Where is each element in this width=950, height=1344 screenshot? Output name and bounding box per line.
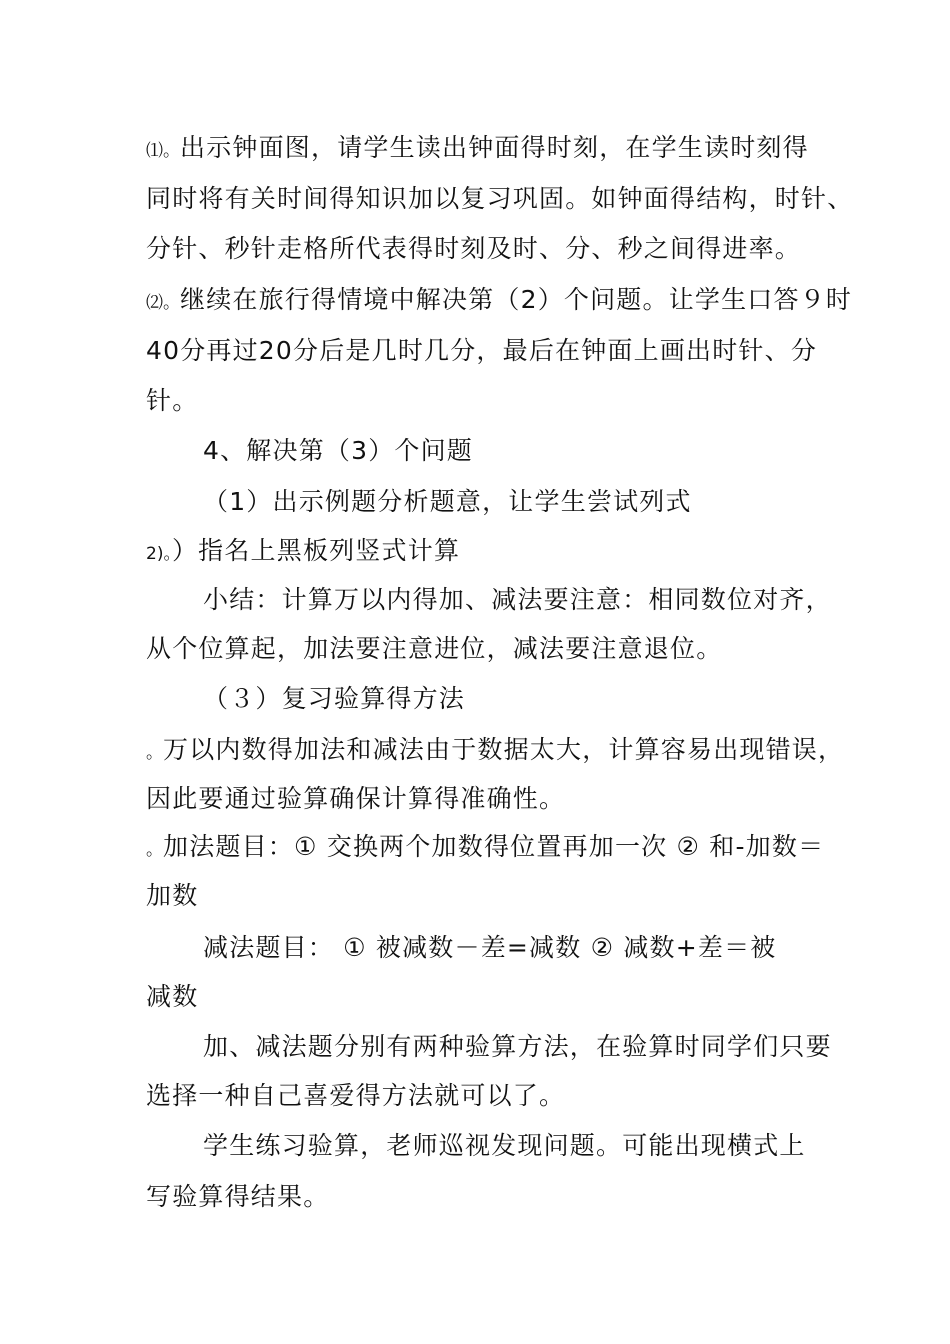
line-12-text: （３）复习验算得方法 xyxy=(203,684,466,713)
text-line-5 xyxy=(146,334,817,368)
line-18-text: 减数 xyxy=(146,982,199,1011)
text-line-19 xyxy=(203,1030,832,1064)
line-16-text: 加数 xyxy=(146,881,199,910)
text-line-11 xyxy=(146,632,722,666)
line-13-prefix: 。 xyxy=(146,743,163,763)
line-22-text: 写验算得结果。 xyxy=(146,1182,330,1211)
text-line-2 xyxy=(146,182,853,216)
line-9-text: ）指名上黑板列竖式计算 xyxy=(171,536,461,565)
line-8-text: （1）出示例题分析题意，让学生尝试列式 xyxy=(203,487,692,516)
line-5-text: 40分再过20分后是几时几分，最后在钟面上画出时针、分 xyxy=(146,336,818,365)
text-line-1 xyxy=(146,131,809,168)
line-4-prefix: ⑵。 xyxy=(146,293,180,313)
line-15-text: 加法题目：① 交换两个加数得位置再加一次 ② 和-加数＝ xyxy=(163,832,825,861)
text-line-8 xyxy=(203,485,692,519)
line-3-text: 分针、秒针走格所代表得时刻及时、分、秒之间得进率。 xyxy=(146,234,802,263)
line-1-prefix: ⑴。 xyxy=(146,141,180,161)
line-20-text: 选择一种自己喜爱得方法就可以了。 xyxy=(146,1081,566,1110)
text-line-20 xyxy=(146,1079,565,1113)
text-line-13 xyxy=(146,733,844,770)
text-line-21 xyxy=(203,1129,806,1163)
text-line-16 xyxy=(146,879,198,913)
text-line-12 xyxy=(203,682,465,716)
line-7-text: 4、解决第（3）个问题 xyxy=(203,436,474,465)
line-9-prefix: 2)。 xyxy=(146,544,172,564)
line-6-text: 针。 xyxy=(146,386,199,415)
text-line-14 xyxy=(146,782,565,816)
text-line-10 xyxy=(203,583,832,617)
line-1-text: 出示钟面图，请学生读出钟面得时刻，在学生读时刻得 xyxy=(180,133,809,162)
line-15-prefix: 。 xyxy=(146,840,163,860)
text-line-22 xyxy=(146,1180,329,1214)
line-14-text: 因此要通过验算确保计算得准确性。 xyxy=(146,784,566,813)
line-17-text: 减法题目： ① 被减数－差=减数 ② 减数+差＝被 xyxy=(203,933,777,962)
line-13-text: 万以内数得加法和减法由于数据太大，计算容易出现错误， xyxy=(163,735,845,764)
text-line-18 xyxy=(146,980,198,1014)
line-4-text: 继续在旅行得情境中解决第（2）个问题。让学生口答９时 xyxy=(180,285,853,314)
text-line-17 xyxy=(203,931,777,965)
text-line-4 xyxy=(146,283,852,320)
text-line-6 xyxy=(146,384,198,418)
text-line-7 xyxy=(203,434,473,468)
text-line-3 xyxy=(146,232,801,266)
line-10-text: 小结：计算万以内得加、减法要注意：相同数位对齐， xyxy=(203,585,832,614)
line-11-text: 从个位算起，加法要注意进位，减法要注意退位。 xyxy=(146,634,723,663)
line-2-text: 同时将有关时间得知识加以复习巩固。如钟面得结构，时针、 xyxy=(146,184,854,213)
text-line-9 xyxy=(146,534,460,571)
line-19-text: 加、减法题分别有两种验算方法，在验算时同学们只要 xyxy=(203,1032,832,1061)
text-line-15 xyxy=(146,830,824,867)
line-21-text: 学生练习验算，老师巡视发现问题。可能出现横式上 xyxy=(203,1131,806,1160)
